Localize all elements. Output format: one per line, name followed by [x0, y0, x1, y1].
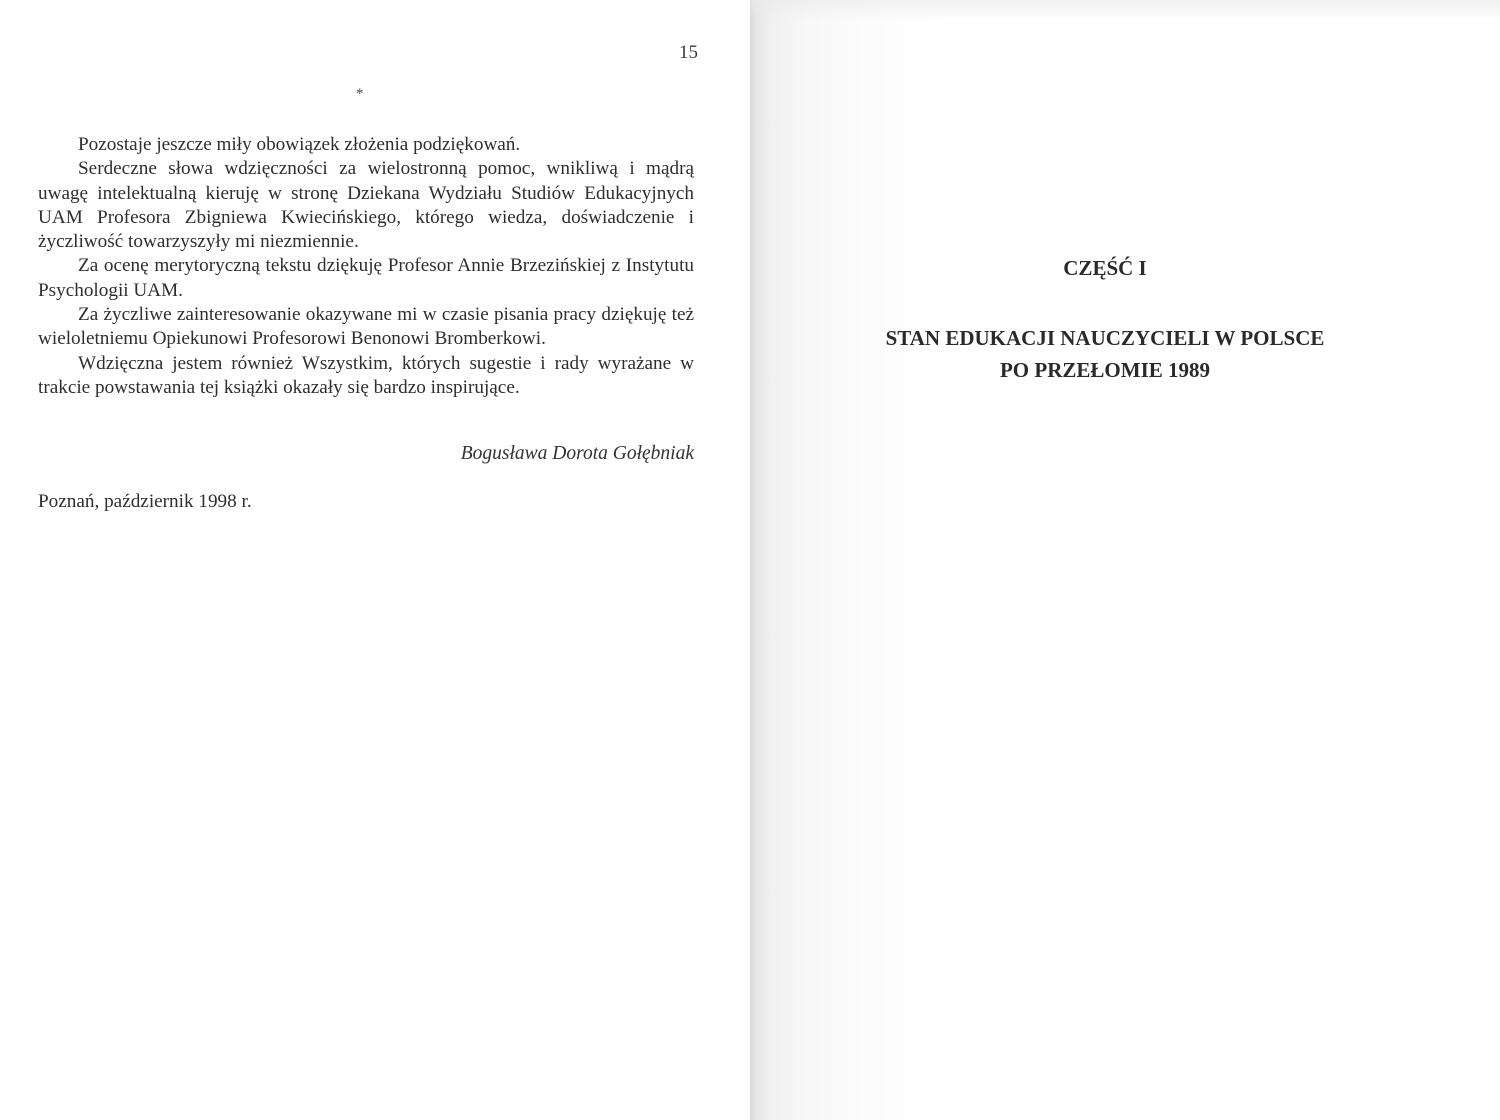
page-number: 15 — [679, 42, 698, 63]
paragraph: Serdeczne słowa wdzięczności za wielostronną pomoc, wnikliwą i mądrą uwagę intelektualną kieruję w stronę Dziekana Wydziału Studiów Edukacyjnych UAM Profesora Zbigniewa Kwiecińskiego, którego wiedza, doświadczenie i życzliwość towarzyszyły mi niezmiennie. — [38, 158, 694, 253]
paragraph: Wdzięczna jestem również Wszystkim, których sugestie i rady wyrażane w trakcie powstawania tej książki okazały się bardzo inspirujące. — [38, 352, 694, 398]
part-title-line: PO PRZEŁOMIE 1989 — [999, 358, 1210, 382]
paragraph: Pozostaje jeszcze miły obowiązek złożenia podziękowań. — [78, 134, 521, 155]
acknowledgements-text — [38, 133, 694, 400]
place-and-date: Poznań, październik 1998 r. — [38, 491, 252, 512]
paragraph: Za ocenę merytoryczną tekstu dziękuję Profesor Annie Brzezińskiej z Instytutu Psychologii UAM. — [38, 255, 694, 301]
part-label: CZĘŚĆ I — [1063, 256, 1147, 280]
part-title — [780, 322, 1430, 386]
author-signature: Bogusława Dorota Gołębniak — [460, 443, 694, 464]
section-separator: * — [356, 86, 364, 102]
part-title-line: STAN EDUKACJI NAUCZYCIELI W POLSCE — [885, 326, 1325, 350]
right-page — [750, 0, 1500, 1120]
paragraph: Za życzliwe zainteresowanie okazywane mi w czasie pisania pracy dziękuję też wieloletniemu Opiekunowi Profesorowi Benonowi Bromberkowi. — [38, 304, 694, 350]
